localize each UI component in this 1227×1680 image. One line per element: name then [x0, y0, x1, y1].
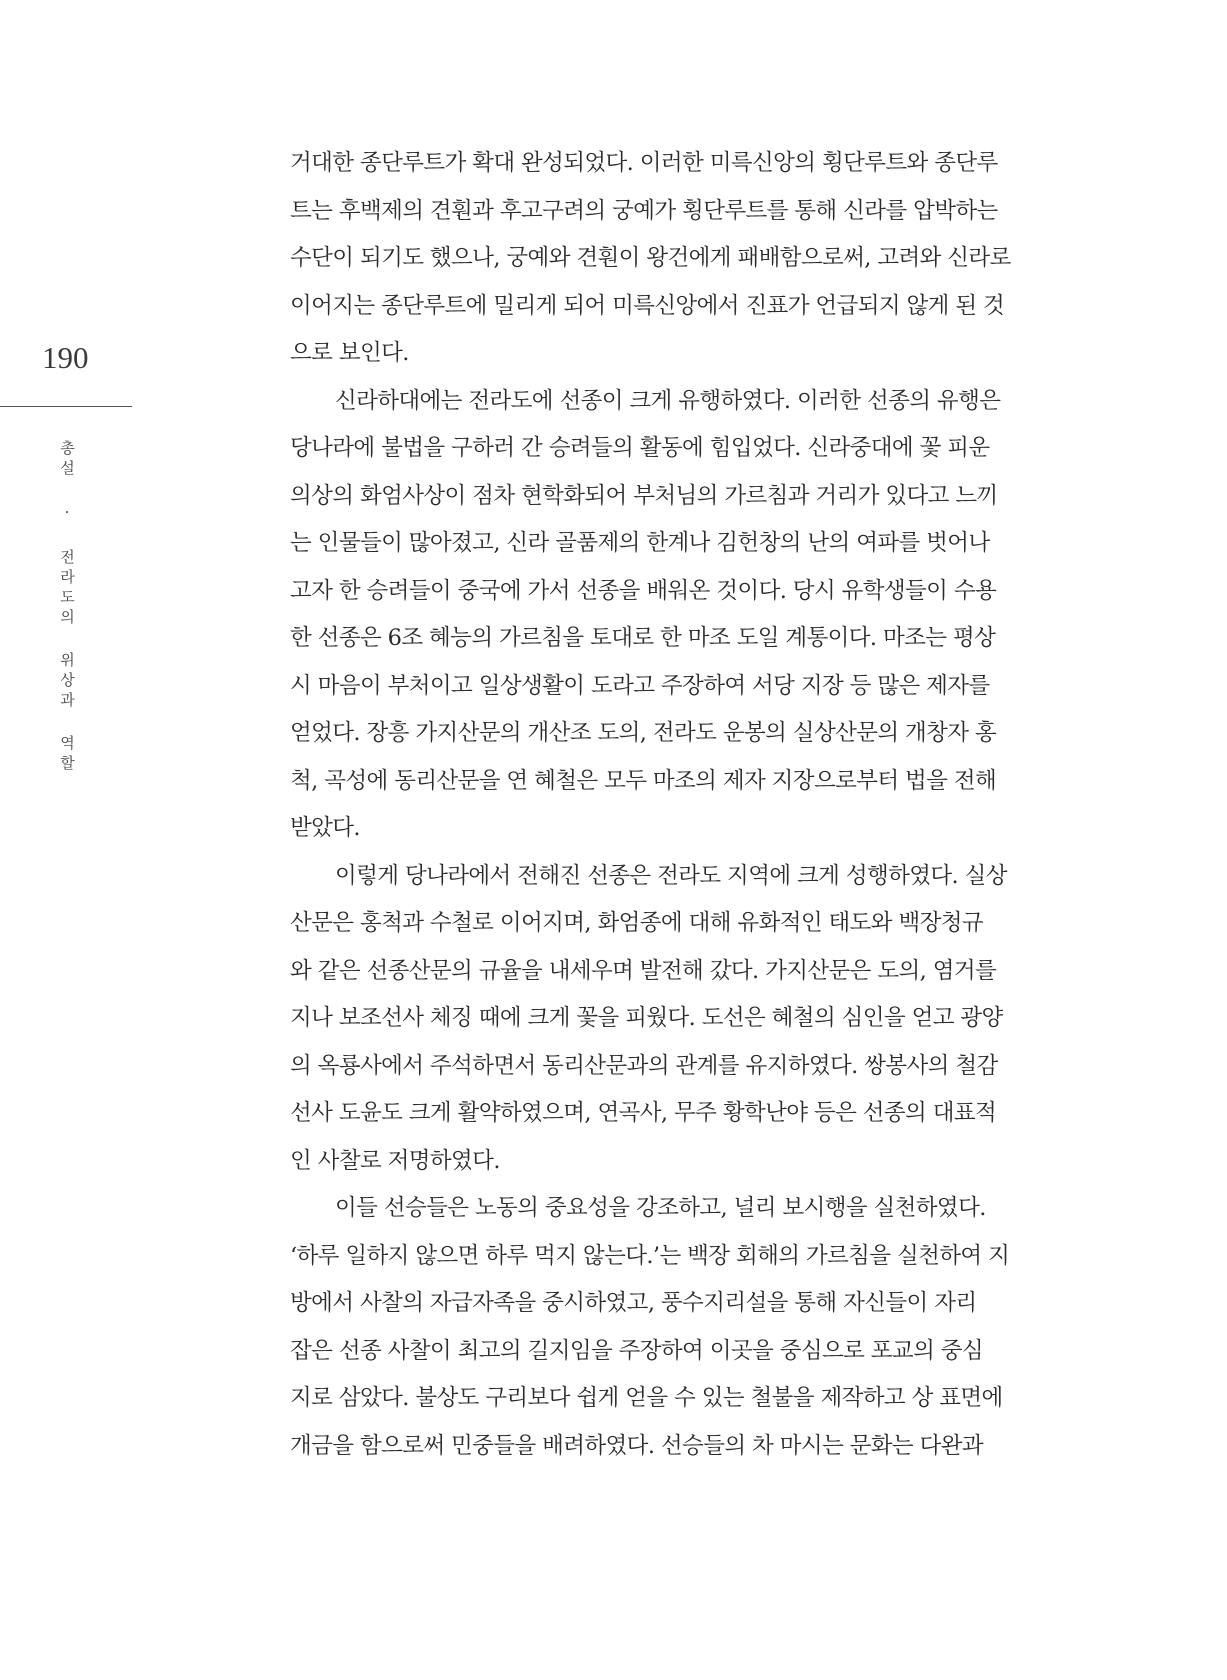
text-line: 거대한 종단루트가 확대 완성되었다. 이러한 미륵신앙의 횡단루트와 종단루 — [290, 150, 998, 176]
text-line: 한 선종은 6조 혜능의 가르침을 토대로 한 마조 도일 계통이다. 마조는 평상 — [290, 625, 996, 651]
paragraph — [290, 1185, 1040, 1470]
text-line: 잡은 선종 사찰이 최고의 길지임을 주장하여 이곳을 중심으로 포교의 중심 — [290, 1337, 984, 1364]
page-number: 190 — [42, 340, 89, 375]
margin-divider — [0, 406, 132, 407]
body-text — [290, 140, 1040, 1470]
text-line: ‘하루 일하지 않으면 하루 먹지 않는다.’는 백장 회해의 가르침을 실천하여 지 — [290, 1242, 1010, 1269]
text-line: 선사 도윤도 크게 활약하였으며, 연곡사, 무주 황학난야 등은 선종의 대표적 — [290, 1100, 997, 1126]
text-line: 얻었다. 장흥 가지산문의 개산조 도의, 전라도 운봉의 실상산문의 개창자 홍 — [290, 720, 997, 746]
text-line: 시 마음이 부처이고 일상생활이 도라고 주장하여 서당 지장 등 많은 제자를 — [290, 672, 990, 699]
running-title: 총설 · 전라도의 위상과 역할 — [58, 440, 76, 775]
text-line: 고자 한 승려들이 중국에 가서 선종을 배워온 것이다. 당시 유학생들이 수용 — [290, 577, 997, 604]
paragraph — [290, 378, 1040, 853]
paragraph — [290, 140, 1040, 378]
text-line: 척, 곡성에 동리산문을 연 혜철은 모두 마조의 제자 지장으로부터 법을 전해 — [290, 767, 997, 794]
text-line: 의 옥룡사에서 주석하면서 동리산문과의 관계를 유지하였다. 쌍봉사의 철감 — [290, 1052, 998, 1079]
text-line: 산문은 홍척과 수철로 이어지며, 화엄종에 대해 유화적인 태도와 백장청규 — [290, 910, 984, 936]
text-line: 인 사찰로 저명하였다. — [290, 1147, 500, 1174]
text-line: 받았다. — [290, 815, 360, 841]
text-line: 트는 후백제의 견훤과 후고구려의 궁예가 횡단루트를 통해 신라를 압박하는 — [290, 197, 998, 224]
text-line: 수단이 되기도 했으나, 궁예와 견훤이 왕건에게 패배함으로써, 고려와 신라로 — [290, 245, 1011, 271]
text-line: 당나라에 불법을 구하러 간 승려들의 활동에 힘입었다. 신라중대에 꽃 피운 — [290, 435, 990, 461]
text-line: 는 인물들이 많아졌고, 신라 골품제의 한계나 김헌창의 난의 여파를 벗어나 — [290, 530, 990, 556]
text-line: 지로 삼았다. 불상도 구리보다 쉽게 얻을 수 있는 철불을 제작하고 상 표면에 — [290, 1385, 1003, 1411]
text-line: 이어지는 종단루트에 밀리게 되어 미륵신앙에서 진표가 언급되지 않게 된 것 — [290, 292, 1005, 319]
text-line: 이렇게 당나라에서 전해진 선종은 전라도 지역에 크게 성행하였다. 실상 — [335, 862, 1007, 889]
text-line: 의상의 화엄사상이 점차 현학화되어 부처님의 가르침과 거리가 있다고 느끼 — [290, 482, 998, 509]
text-line: 신라하대에는 전라도에 선종이 크게 유행하였다. 이러한 선종의 유행은 — [335, 387, 1001, 414]
text-line: 개금을 함으로써 민중들을 배려하였다. 선승들의 차 마시는 문화는 다완과 — [290, 1432, 984, 1459]
text-line: 이들 선승들은 노동의 중요성을 강조하고, 널리 보시행을 실천하였다. — [335, 1195, 986, 1221]
text-line: 으로 보인다. — [290, 340, 409, 366]
text-line: 방에서 사찰의 자급자족을 중시하였고, 풍수지리설을 통해 자신들이 자리 — [290, 1290, 977, 1316]
text-line: 지나 보조선사 체징 때에 크게 꽃을 피웠다. 도선은 혜철의 심인을 얻고 광양 — [290, 1005, 1003, 1031]
text-line: 와 같은 선종산문의 규율을 내세우며 발전해 갔다. 가지산문은 도의, 염거를 — [290, 957, 997, 984]
paragraph — [290, 853, 1040, 1186]
